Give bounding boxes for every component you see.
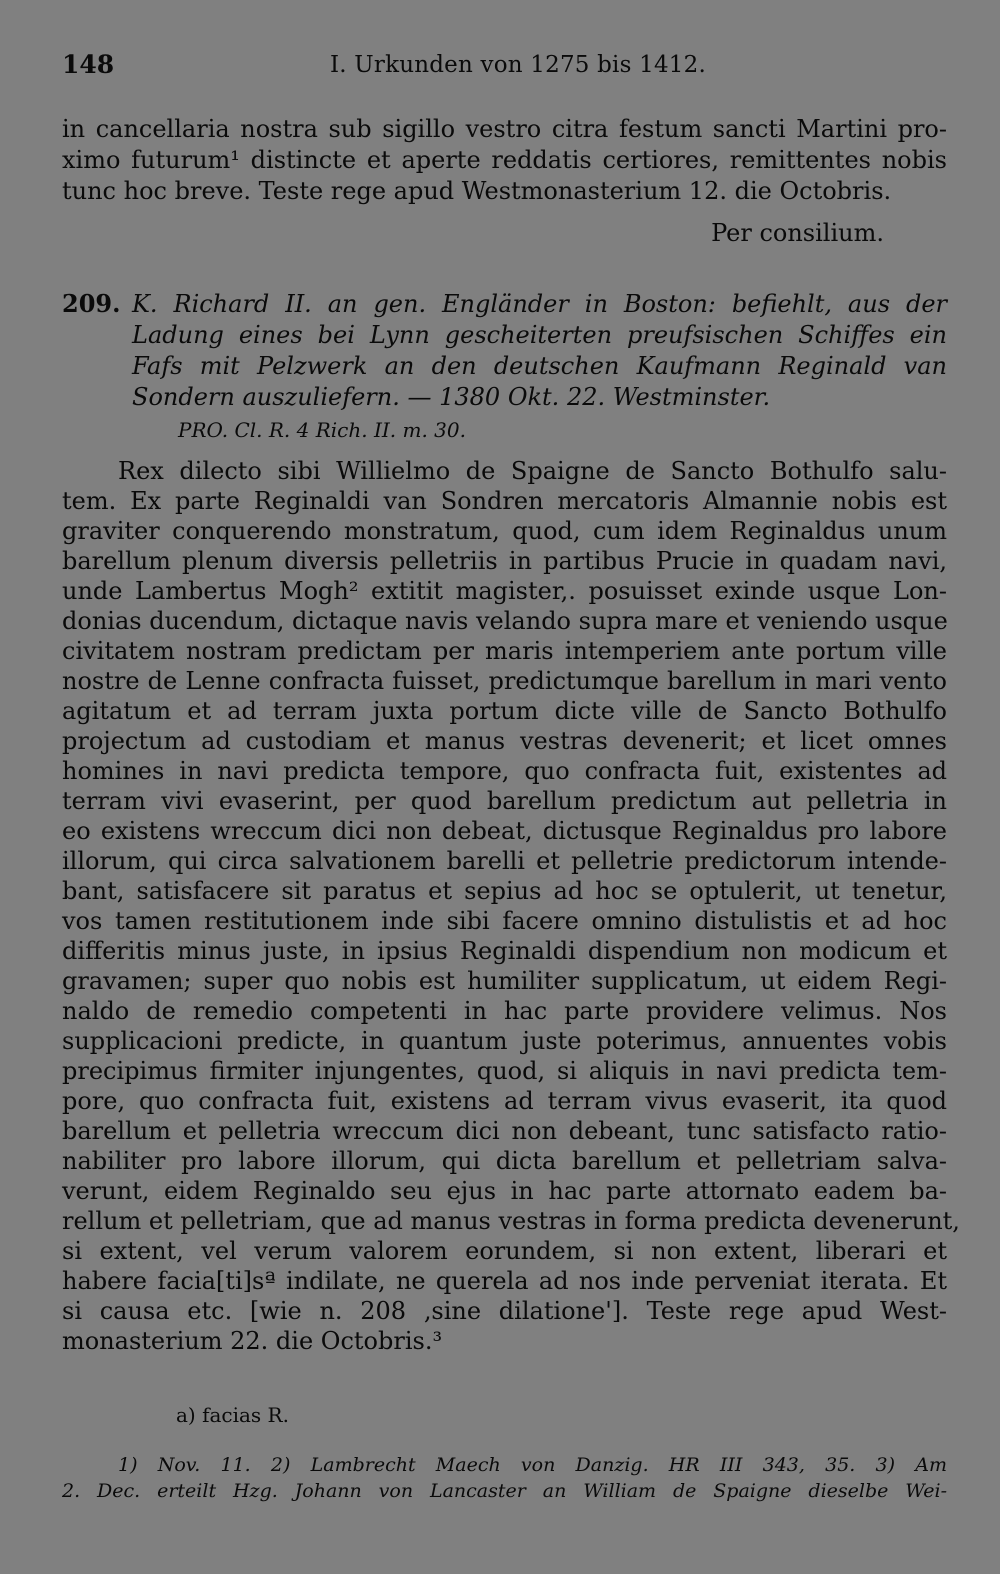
text-line: donias ducendum, dictaque navis velando supra mare et veniendo usque: [62, 607, 948, 635]
text-line: monasterium 22. die Octobris.³: [62, 1327, 443, 1355]
regest-line: Ladung eines bei Lynn gescheiterten preufsischen Schiffes ein: [132, 321, 947, 349]
continuation-line: in cancellaria nostra sub sigillo vestro citra festum sancti Martini pro-: [62, 115, 947, 143]
regest-line: Fafs mit Pelzwerk an den deutschen Kaufmann Reginald van: [132, 352, 947, 380]
text-line: homines in navi predicta tempore, quo confracta fuit, existentes ad: [62, 757, 947, 785]
text-line: unde Lambertus Mogh² extitit magister,. posuisset exinde usque Lon-: [62, 577, 947, 605]
text-line: projectum ad custodiam et manus vestras devenerit; et licet omnes: [62, 727, 947, 755]
text-line: habere facia[ti]sª indilate, ne querela ad nos inde perveniat iterata. Et: [62, 1267, 947, 1295]
text-line: terram vivi evaserint, per quod barellum predictum aut pelletria in: [62, 787, 947, 815]
footnote-line: 2. Dec. erteilt Hzg. Johann von Lancaster an William de Spaigne dieselbe Wei-: [62, 1480, 947, 1502]
text-line: si extent, vel verum valorem eorundem, si non extent, liberari et: [62, 1237, 947, 1265]
text-line: differitis minus juste, in ipsius Reginaldi dispendium non modicum et: [62, 937, 947, 965]
archival-source: PRO. Cl. R. 4 Rich. II. m. 30.: [178, 418, 466, 442]
text-line: supplicacioni predicte, in quantum juste poterimus, annuentes vobis: [62, 1027, 947, 1055]
signature-line: Per consilium.: [711, 219, 884, 247]
text-line: bant, satisfacere sit paratus et sepius ad hoc se optulerit, ut tenetur,: [62, 877, 947, 905]
text-line: eo existens wreccum dici non debeat, dictusque Reginaldus pro labore: [62, 817, 947, 845]
textual-note: a) facias R.: [176, 1403, 289, 1427]
text-line: vos tamen restitutionem inde sibi facere omnino distulistis et ad hoc: [62, 907, 947, 935]
text-line: Rex dilecto sibi Willielmo de Spaigne de Sancto Bothulfo salu-: [118, 457, 947, 485]
text-line: illorum, qui circa salvationem barelli et pelletrie predictorum intende-: [62, 847, 947, 875]
text-line: pore, quo confracta fuit, existens ad terram vivus evaserit, ita quod: [62, 1087, 947, 1115]
entry-number: 209.: [62, 289, 121, 318]
text-line: barellum plenum diversis pelletriis in partibus Prucie in quadam navi,: [62, 547, 947, 575]
text-line: agitatum et ad terram juxta portum dicte ville de Sancto Bothulfo: [62, 697, 947, 725]
continuation-line: tunc hoc breve. Teste rege apud Westmonasterium 12. die Octobris.: [62, 177, 892, 205]
text-line: tem. Ex parte Reginaldi van Sondren mercatoris Almannie nobis est: [62, 487, 947, 515]
regest-line: K. Richard II. an gen. Engländer in Boston: befiehlt, aus der: [132, 290, 947, 318]
text-line: verunt, eidem Reginaldo seu ejus in hac parte attornato eadem ba-: [62, 1177, 947, 1205]
text-line: naldo de remedio competenti in hac parte providere velimus. Nos: [62, 997, 947, 1025]
page-number: 148: [62, 50, 115, 79]
text-line: rellum et pelletriam, que ad manus vestras in forma predicta devenerunt,: [62, 1207, 960, 1235]
text-line: si causa etc. [wie n. 208 ‚sine dilatione']. Teste rege apud West-: [62, 1297, 947, 1325]
page-header: [62, 50, 942, 84]
text-line: precipimus firmiter injungentes, quod, si aliquis in navi predicta tem-: [62, 1057, 947, 1085]
text-line: nabiliter pro labore illorum, qui dicta barellum et pelletriam salva-: [62, 1147, 947, 1175]
continuation-line: ximo futurum¹ distincte et aperte reddatis certiores, remittentes nobis: [62, 146, 947, 174]
text-line: nostre de Lenne confracta fuisset, predictumque barellum in mari vento: [62, 667, 947, 695]
running-title: I. Urkunden von 1275 bis 1412.: [330, 52, 706, 78]
text-line: barellum et pelletria wreccum dici non debeant, tunc satisfacto ratio-: [62, 1117, 947, 1145]
regest-line: Sondern auszuliefern. — 1380 Okt. 22. Westminster.: [132, 383, 771, 411]
text-line: graviter conquerendo monstratum, quod, cum idem Reginaldus unum: [62, 517, 947, 545]
text-line: civitatem nostram predictam per maris intemperiem ante portum ville: [62, 637, 947, 665]
footnote-line: 1) Nov. 11. 2) Lambrecht Maech von Danzig. HR III 343, 35. 3) Am: [118, 1454, 947, 1476]
text-line: gravamen; super quo nobis est humiliter supplicatum, ut eidem Regi-: [62, 967, 947, 995]
